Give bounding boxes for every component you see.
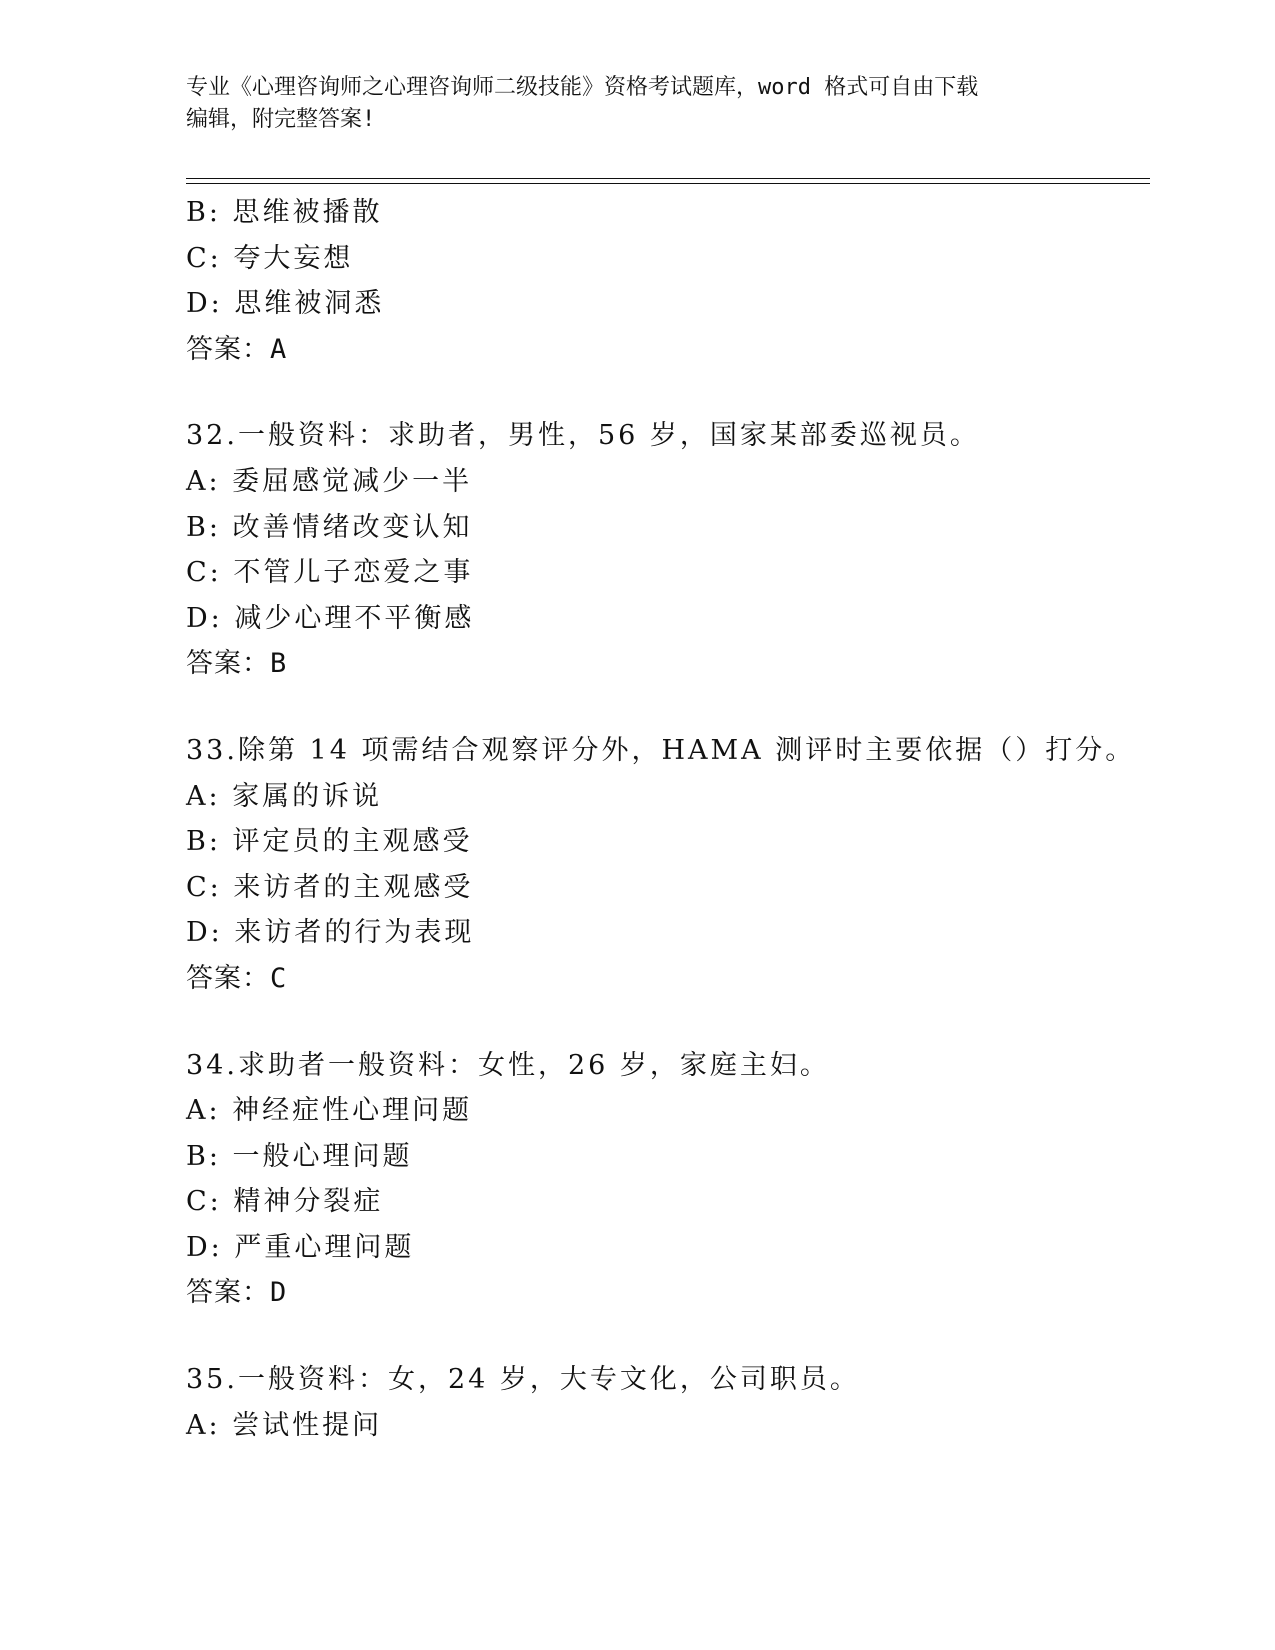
option-b: B: 一般心理问题 xyxy=(186,1140,413,1172)
option-d: D: 严重心理问题 xyxy=(186,1231,415,1263)
option-c: C: 不管儿子恋爱之事 xyxy=(186,557,474,589)
spacer xyxy=(186,687,1146,728)
option-a: A: 家属的诉说 xyxy=(186,780,383,812)
spacer xyxy=(186,1316,1146,1357)
question-33 xyxy=(186,728,1146,1002)
option-b: B: 改善情绪改变认知 xyxy=(186,511,473,543)
document-header xyxy=(186,72,1066,136)
header-rule-bottom xyxy=(186,183,1150,184)
header-rule-top xyxy=(186,178,1150,179)
option-d: D: 减少心理不平衡感 xyxy=(186,602,475,634)
option-b: B: 思维被播散 xyxy=(186,197,383,228)
option-c: C: 夸大妄想 xyxy=(186,242,354,274)
question-stem: 35.一般资料：女，24 岁，大专文化，公司职员。 xyxy=(186,1364,860,1396)
spacer xyxy=(186,372,1146,413)
spacer xyxy=(186,1002,1146,1043)
option-a: A: 尝试性提问 xyxy=(186,1409,383,1441)
header-line-1: 专业《心理咨询师之心理咨询师二级技能》资格考试题库，word 格式可自由下载 xyxy=(186,75,979,100)
answer-line: 答案：A xyxy=(186,333,288,365)
option-c: C: 精神分裂症 xyxy=(186,1186,384,1218)
question-stem: 34.求助者一般资料：女性，26 岁，家庭主妇。 xyxy=(186,1049,830,1081)
answer-line: 答案：C xyxy=(186,962,288,994)
question-stem: 33.除第 14 项需结合观察评分外，HAMA 测评时主要依据（）打分。 xyxy=(186,734,1136,766)
question-34 xyxy=(186,1043,1146,1317)
question-32 xyxy=(186,413,1146,687)
header-line-2: 编辑，附完整答案! xyxy=(186,107,376,132)
answer-line: 答案：D xyxy=(186,1277,288,1309)
question-stem: 32.一般资料：求助者，男性，56 岁，国家某部委巡视员。 xyxy=(186,420,980,452)
option-a: A: 神经症性心理问题 xyxy=(186,1095,473,1127)
option-b: B: 评定员的主观感受 xyxy=(186,826,473,858)
option-d: D: 思维被洞悉 xyxy=(186,288,385,320)
option-d: D: 来访者的行为表现 xyxy=(186,917,475,949)
question-list xyxy=(186,190,1146,1448)
question-35 xyxy=(186,1357,1146,1448)
question-31 xyxy=(186,190,1146,372)
answer-line: 答案：B xyxy=(186,648,288,680)
option-a: A: 委屈感觉减少一半 xyxy=(186,465,473,497)
option-c: C: 来访者的主观感受 xyxy=(186,871,474,903)
